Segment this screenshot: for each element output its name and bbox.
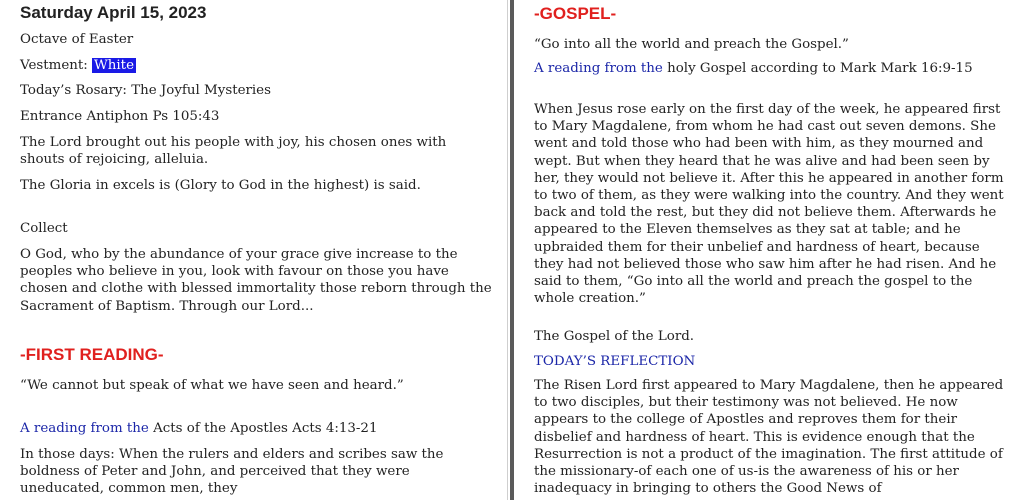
reflection-text: The Risen Lord first appeared to Mary Magdalene, then he appeared to two disciples, but their testimony was not believed. He now appears to the college of Apostles and reproves them for their disbelief and hardness of heart. This is evidence enough that the Resurrection is not a product of the imagination. The first attitude of the missionary-of each one of us-is the awareness of his or her inadequacy in bringing to others the Good News of <box>534 378 1004 497</box>
octave-text: Octave of Easter <box>20 32 134 47</box>
rosary-text: Today’s Rosary: The Joyful Mysteries <box>20 83 271 98</box>
collect-label: Collect <box>20 221 68 236</box>
first-reading-text: In those days: When the rulers and elders and scribes saw the boldness of Peter and John, and perceived that they were uneducated, common men, they <box>20 447 444 497</box>
right-pane[interactable] <box>515 0 1024 500</box>
vestment-line <box>20 57 136 74</box>
vestment-value-highlight[interactable]: White <box>94 58 134 73</box>
divider-handle[interactable] <box>510 0 514 500</box>
first-reading-source: Acts of the Apostles Acts 4:13-21 <box>148 421 378 436</box>
reading-from-link[interactable]: A reading from the <box>20 421 149 436</box>
gospel-text: When Jesus rose early on the first day of the week, he appeared first to Mary Magdalene, from whom he had cast out seven demons. She went and told those who had been with him, as they mourned and wept. But when they heard that he was alive and had been seen by her, they would not believe it. After this he appeared in another form to two of them, as they were walking into the country. And they went back and told the rest, but they did not believe them. Afterwards he appeared to the Eleven themselves as they sat at table; and he upbraided them for their unbelief and hardness of heart, because they had not believed those who saw him after he had risen. And he said to them, “Go into all the world and preach the gospel to the whole creation.” <box>534 102 1004 307</box>
first-reading-source-line <box>20 420 377 437</box>
date-title: Saturday April 15, 2023 <box>20 3 207 22</box>
collect-text: O God, who by the abundance of your grace give increase to the peoples who believe in you, look with favour on those you have chosen and clothe with blessed immortality those reborn through the Sacrament of Baptism. Through our Lord... <box>20 247 492 314</box>
gospel-source: holy Gospel according to Mark Mark 16:9-15 <box>662 61 973 76</box>
vestment-label: Vestment: <box>20 58 93 73</box>
gloria-text: The Gloria in excels is (Glory to God in the highest) is said. <box>20 178 421 193</box>
gospel-heading: -GOSPEL- <box>534 4 617 23</box>
gospel-quote: “Go into all the world and preach the Gospel.” <box>534 37 849 52</box>
left-pane[interactable] <box>0 0 507 500</box>
gospel-reading-from-link[interactable]: A reading from the <box>534 61 663 76</box>
antiphon-text: The Lord brought out his people with joy, his chosen ones with shouts of rejoicing, alleluia. <box>20 135 447 168</box>
reflection-heading[interactable]: TODAY’S REFLECTION <box>534 354 696 369</box>
entrance-antiphon-label: Entrance Antiphon Ps 105:43 <box>20 109 220 124</box>
gospel-close: The Gospel of the Lord. <box>534 329 695 344</box>
gospel-source-line <box>534 60 1004 77</box>
first-reading-heading: -FIRST READING- <box>20 345 164 364</box>
first-reading-quote: “We cannot but speak of what we have seen and heard.” <box>20 378 404 393</box>
